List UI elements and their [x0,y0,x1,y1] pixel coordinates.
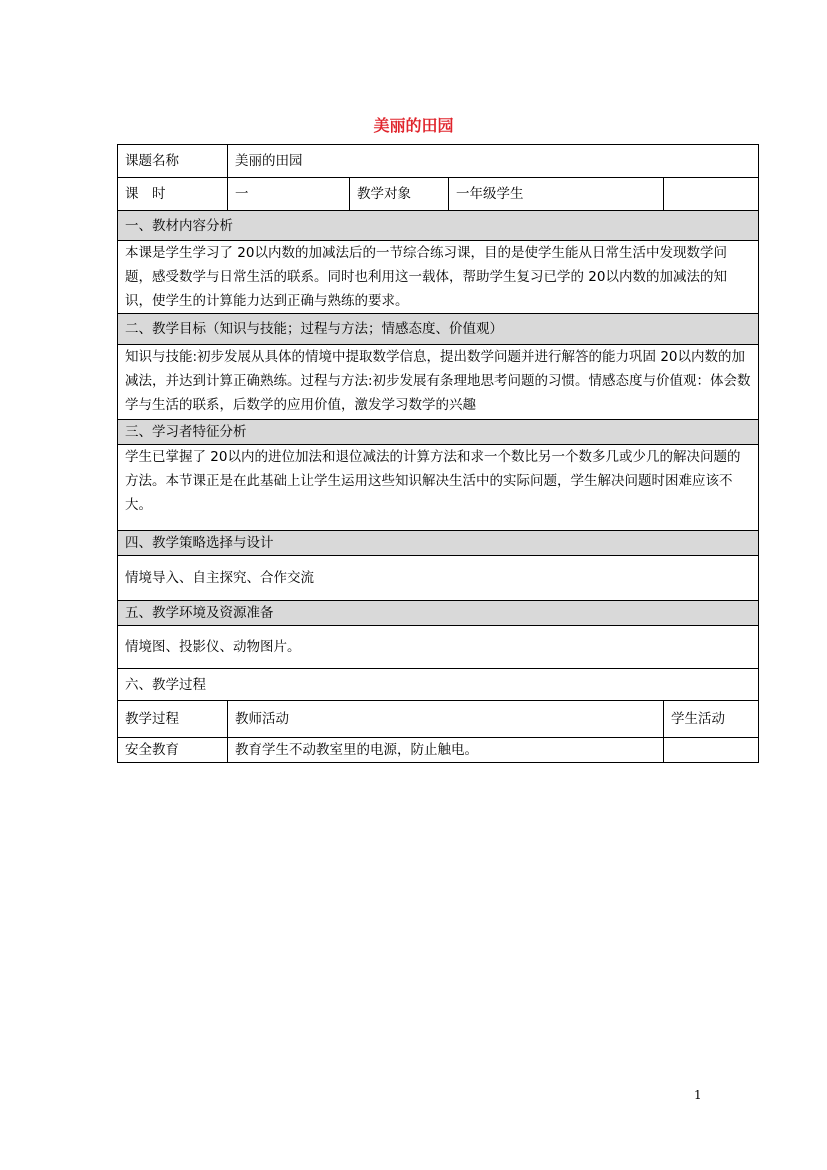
process-header-student: 学生活动 [664,701,759,738]
section-heading: 四、教学策略选择与设计 [118,531,759,556]
topic-value: 美丽的田园 [228,145,759,178]
hours-value: 一 [228,178,350,211]
audience-label: 教学对象 [350,178,449,211]
audience-value: 一年级学生 [449,178,664,211]
document-title: 美丽的田园 [373,116,454,135]
section-body: 知识与技能:初步发展从具体的情境中提取数学信息，提出数学问题并进行解答的能力巩固 20以内数的加减法，并达到计算正确熟练。过程与方法:初步发展有条理地思考问题的习惯。情感态度与价值观：体会数学与生活的联系，后数学的应用价值，激发学习数学的兴趣 [118,345,759,420]
section-heading: 六、教学过程 [118,669,759,701]
lesson-plan-table [117,144,759,763]
section-body: 情境图、投影仪、动物图片。 [118,626,759,669]
process-cell-student [664,738,759,763]
section-body: 学生已掌握了 20以内的进位加法和退位减法的计算方法和求一个数比另一个数多几或少几的解决问题的方法。本节课正是在此基础上让学生运用这些知识解决生活中的实际问题，学生解决问题时困难应该不大。 [118,445,759,531]
process-header-teacher: 教师活动 [228,701,664,738]
section-heading: 三、学习者特征分析 [118,420,759,445]
section-body: 情境导入、自主探究、合作交流 [118,556,759,601]
section-heading: 二、教学目标（知识与技能；过程与方法；情感态度、价值观） [118,314,759,345]
section-body: 本课是学生学习了 20以内数的加减法后的一节综合练习课，目的是使学生能从日常生活中发现数学问题，感受数学与日常生活的联系。同时也利用这一载体，帮助学生复习已学的 20以内数的加减法的知识，使学生的计算能力达到正确与熟练的要求。 [118,241,759,314]
page-number: 1 [694,1088,702,1102]
topic-label: 课题名称 [118,145,228,178]
process-cell-teacher: 教育学生不动教室里的电源，防止触电。 [228,738,664,763]
process-cell-stage: 安全教育 [118,738,228,763]
hours-label: 课 时 [118,178,228,211]
process-header-stage: 教学过程 [118,701,228,738]
empty-cell [664,178,759,211]
section-heading: 一、教材内容分析 [118,211,759,241]
section-heading: 五、教学环境及资源准备 [118,601,759,626]
